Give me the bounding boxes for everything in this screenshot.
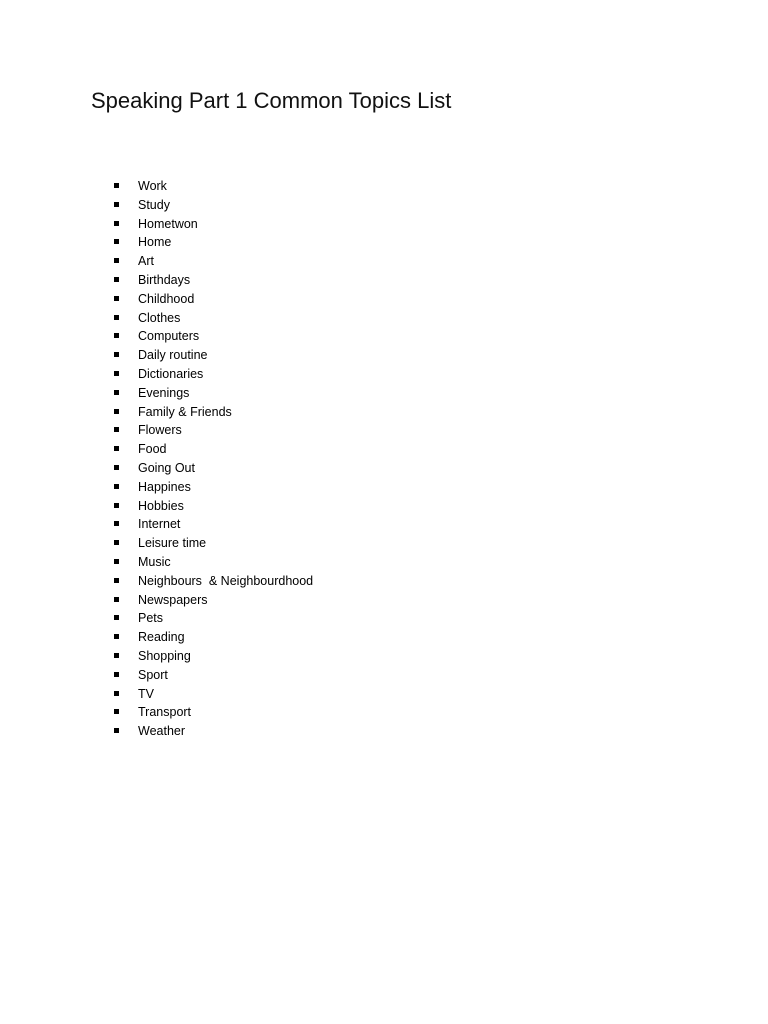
topic-label: Going Out [138, 460, 195, 475]
topic-label: Childhood [138, 291, 195, 306]
list-item [0, 553, 520, 572]
list-item [0, 628, 520, 647]
topic-label: Daily routine [138, 348, 208, 363]
square-bullet-icon [114, 521, 119, 526]
list-item [0, 252, 520, 271]
topic-label: Work [138, 179, 167, 193]
topic-label: Hometwon [138, 216, 198, 231]
square-bullet-icon [114, 202, 119, 207]
square-bullet-icon [114, 427, 119, 432]
square-bullet-icon [114, 615, 119, 620]
square-bullet-icon [114, 634, 119, 639]
list-item [0, 515, 520, 534]
square-bullet-icon [114, 540, 119, 545]
list-item [0, 384, 520, 403]
square-bullet-icon [114, 653, 119, 658]
list-item [0, 327, 520, 346]
topic-label: Family & Friends [138, 404, 232, 419]
square-bullet-icon [114, 277, 119, 282]
list-item [0, 497, 520, 516]
topic-label: Food [138, 442, 167, 457]
topic-label: Sport [138, 667, 168, 682]
square-bullet-icon [114, 709, 119, 714]
square-bullet-icon [114, 503, 119, 508]
square-bullet-icon [114, 258, 119, 263]
list-item [0, 534, 520, 553]
topic-label: Evenings [138, 385, 190, 400]
topic-label: Computers [138, 329, 200, 344]
topic-label: Internet [138, 517, 181, 532]
square-bullet-icon [114, 446, 119, 451]
list-item [0, 703, 520, 722]
list-item [0, 177, 520, 196]
list-item [0, 666, 520, 685]
list-item [0, 591, 520, 610]
square-bullet-icon [114, 409, 119, 414]
topic-label: Dictionaries [138, 366, 204, 381]
square-bullet-icon [114, 296, 119, 301]
list-item [0, 215, 520, 234]
square-bullet-icon [114, 315, 119, 320]
topic-label: Reading [138, 630, 185, 645]
topic-label: Clothes [138, 310, 181, 325]
square-bullet-icon [114, 239, 119, 244]
topic-label: Newspapers [138, 592, 208, 607]
topic-label: Home [138, 235, 172, 250]
topic-label: Neighbours & Neighbourdhood [138, 573, 314, 588]
square-bullet-icon [114, 691, 119, 696]
square-bullet-icon [114, 484, 119, 489]
square-bullet-icon [114, 221, 119, 226]
list-item [0, 609, 520, 628]
topic-label: Birthdays [138, 272, 191, 287]
topic-label: Leisure time [138, 536, 207, 551]
topic-label: TV [138, 686, 154, 701]
square-bullet-icon [114, 183, 119, 188]
page-title: Speaking Part 1 Common Topics List [91, 88, 452, 113]
list-item [0, 440, 520, 459]
list-item [0, 572, 520, 591]
list-item [0, 421, 520, 440]
square-bullet-icon [114, 672, 119, 677]
topic-label: Transport [138, 705, 192, 720]
square-bullet-icon [114, 559, 119, 564]
square-bullet-icon [114, 390, 119, 395]
list-item [0, 722, 520, 741]
list-item [0, 271, 520, 290]
list-item [0, 196, 520, 215]
list-item [0, 290, 520, 309]
topic-label: Weather [138, 724, 186, 739]
topic-label: Flowers [138, 423, 182, 438]
square-bullet-icon [114, 465, 119, 470]
square-bullet-icon [114, 333, 119, 338]
topics-list [0, 177, 520, 741]
square-bullet-icon [114, 371, 119, 376]
list-item [0, 685, 520, 704]
topic-label: Study [138, 197, 170, 212]
square-bullet-icon [114, 578, 119, 583]
list-item [0, 233, 520, 252]
list-item [0, 478, 520, 497]
list-item [0, 459, 520, 478]
topic-label: Music [138, 554, 171, 569]
topic-label: Pets [138, 611, 164, 626]
square-bullet-icon [114, 728, 119, 733]
topic-label: Hobbies [138, 498, 184, 513]
list-item [0, 403, 520, 422]
topic-label: Happines [138, 479, 191, 494]
list-item [0, 647, 520, 666]
square-bullet-icon [114, 352, 119, 357]
list-item [0, 309, 520, 328]
list-item [0, 346, 520, 365]
square-bullet-icon [114, 597, 119, 602]
list-item [0, 365, 520, 384]
topic-label: Art [138, 254, 154, 269]
topic-label: Shopping [138, 648, 191, 663]
